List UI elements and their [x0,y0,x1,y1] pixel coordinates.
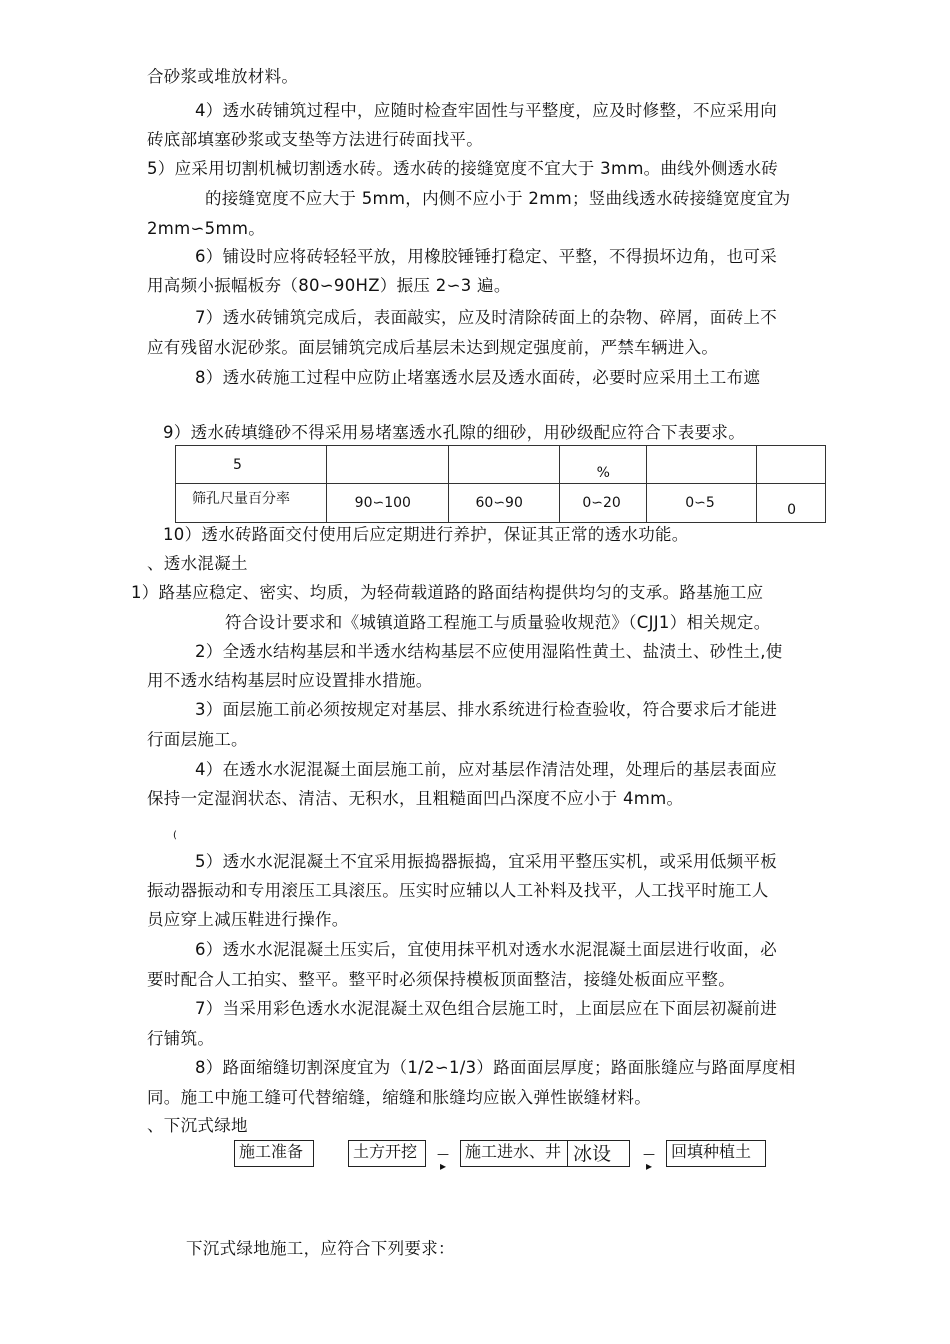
text-line: 要时配合人工拍实、整平。整平时必须保持模板顶面整洁，接缝处板面应平整。 [147,970,735,989]
text-line: 8）透水砖施工过程中应防止堵塞透水层及透水面砖，必要时应采用土工布遮 [195,368,761,387]
text-line: 6）铺设时应将砖轻轻平放，用橡胶锤锤打稳定、平整，不得损坏边角，也可采 [195,247,777,266]
flow-arrow: — [437,1147,449,1161]
table-cell: 5 [176,446,327,484]
text-line: 保持一定湿润状态、清洁、无积水，且粗糙面凹凸深度不应小于 4mm。 [147,789,684,808]
table-cell [448,446,560,484]
text-line: 4）在透水水泥混凝土面层施工前，应对基层作清洁处理，处理后的基层表面应 [195,760,777,779]
text-line: 10）透水砖路面交付使用后应定期进行养护，保证其正常的透水功能。 [163,525,689,544]
text-line: 9）透水砖填缝砂不得采用易堵塞透水孔隙的细砂，用砂级配应符合下表要求。 [163,423,745,442]
section-heading: 、下沉式绿地 [147,1116,248,1135]
text-line: 7）透水砖铺筑完成后，表面敲实，应及时清除砖面上的杂物、碎屑，面砖上不 [195,308,777,327]
text-line: 同。施工中施工缝可代替缩缝，缩缝和胀缝均应嵌入弹性嵌缝材料。 [147,1088,651,1107]
text-line: 2mm∽5mm。 [147,219,266,238]
text-line: 合砂浆或堆放材料。 [147,67,299,86]
text-line: 5）应采用切割机械切割透水砖。透水砖的接缝宽度不宜大于 3mm。曲线外侧透水砖 [147,159,779,178]
flow-step-label: 施工进水、井 [465,1142,562,1161]
text-line: 行面层施工。 [147,730,248,749]
arrow-right-icon: ▸ [646,1159,653,1173]
text-line: 4）透水砖铺筑过程中，应随时检查牢固性与平整度，应及时修整，不应采用向 [195,101,777,120]
flow-step-preparation: 施工准备 [234,1140,314,1167]
text-line: 8）路面缩缝切割深度宜为（1/2∽1/3）路面面层厚度；路面胀缝应与路面厚度相 [195,1058,796,1077]
text-line: 用不透水结构基层时应设置排水措施。 [147,671,433,690]
table-cell: 0∽5 [647,484,757,523]
text-line: 的接缝宽度不应大于 5mm，内侧不应小于 2mm；竖曲线透水砖接缝宽度宜为 [205,189,791,208]
table-cell: 0 [757,484,826,523]
flow-arrow: — [643,1147,655,1161]
table-cell [647,446,757,484]
text-line: 员应穿上减压鞋进行操作。 [147,910,349,929]
table-cell: 60∽90 [448,484,560,523]
text-line: 用高频小振幅板夯（80∽90HZ）振压 2∽3 遍。 [147,276,511,295]
table-row-header: 筛孔尺量百分率 [176,484,327,523]
text-line: 振动器振动和专用滚压工具滚压。压实时应辅以人工补料及找平，人工找平时施工人 [147,881,769,900]
table-cell: 90∽100 [326,484,448,523]
table-cell [757,446,826,484]
flow-step-inlet-well [460,1140,630,1167]
flow-step-backfill: 回填种植土 [666,1140,766,1167]
text-line: 6）透水水泥混凝土压实后，宜使用抹平机对透水水泥混凝土面层进行收面，必 [195,940,777,959]
table-cell [326,446,448,484]
text-line: 1）路基应稳定、密实、均质，为轻荷载道路的路面结构提供均匀的支承。路基施工应 [131,583,764,602]
text-line: 7）当采用彩色透水水泥混凝土双色组合层施工时，上面层应在下面层初凝前进 [195,999,777,1018]
arrow-right-icon: ▸ [440,1159,447,1173]
text-line: 3）面层施工前必须按规定对基层、排水系统进行检查验收，符合要求后才能进 [195,700,777,719]
text-line: 应有残留水泥砂浆。面层铺筑完成后基层未达到规定强度前，严禁车辆进入。 [147,338,719,357]
sieve-gradation-table [175,445,826,523]
text-line: 行铺筑。 [147,1029,215,1048]
text-fragment: ( [173,830,178,841]
section-heading: 、透水混凝土 [147,554,248,573]
text-line: 符合设计要求和《城镇道路工程施工与质量验收规范》（CJJ1）相关规定。 [225,613,771,632]
text-line: 5）透水水泥混凝土不宜采用振捣器振捣，宜采用平整压实机，或采用低频平板 [195,852,777,871]
table-cell: % [560,446,647,484]
flow-step-label: 冰设 [573,1143,612,1165]
text-line: 2）全透水结构基层和半透水结构基层不应使用湿陷性黄土、盐渍土、砂性土,使 [195,642,783,661]
text-line: 砖底部填塞砂浆或支垫等方法进行砖面找平。 [147,130,483,149]
flow-step-excavation: 土方开挖 [348,1140,426,1167]
text-line: 下沉式绿地施工，应符合下列要求： [186,1239,455,1258]
table-cell: 0∽20 [560,484,647,523]
